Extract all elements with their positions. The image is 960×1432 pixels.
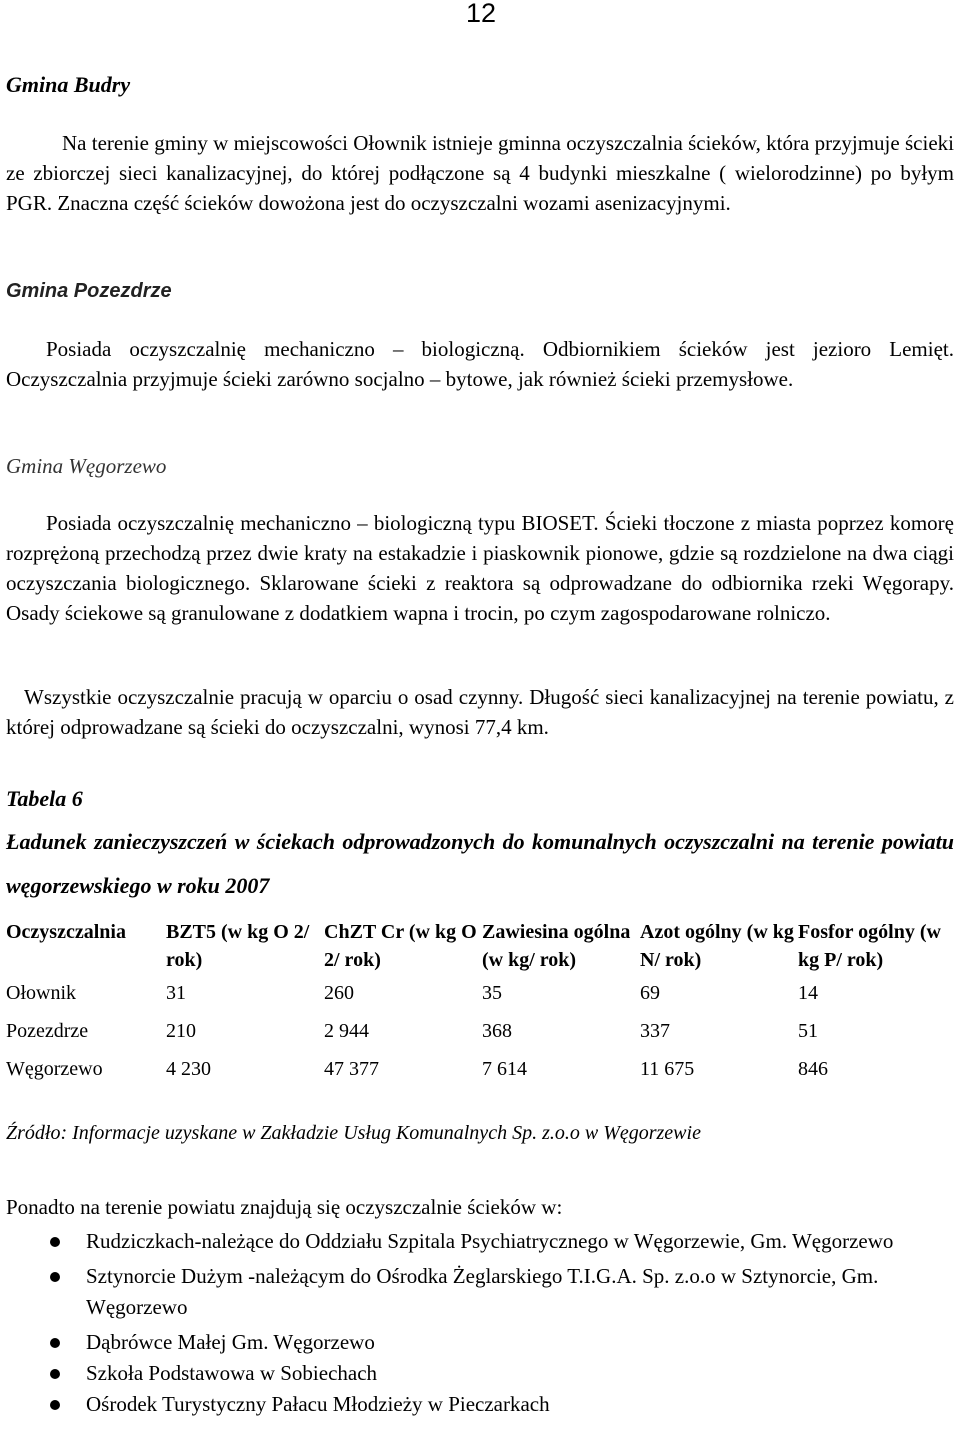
table-header-row [6, 918, 958, 974]
header-nitrogen: Azot ogólny (w kg N/ rok) [640, 921, 794, 971]
list-item [6, 1226, 954, 1257]
budry-paragraph: Na terenie gminy w miejscowości Ołownik istnieje gminna oczyszczalnia ścieków, która przyjmuje ścieki ze zbiorczej sieci kanalizacyjnej, do której podłączone są 4 budynki mieszkalne ( wielorodzinne) po byłym PGR. Znaczna część ścieków dowożona jest do oczyszczalni wozami asenizacyjnymi. [6, 131, 954, 215]
table-cell: 2 944 [324, 1020, 369, 1042]
list-item-text: Rudziczkach-należące do Oddziału Szpitala Psychiatrycznego w Węgorzewie, Gm. Węgorzewo [86, 1229, 894, 1253]
table-cell: 846 [798, 1058, 828, 1080]
list-item [6, 1327, 954, 1358]
pollution-table [6, 918, 958, 1088]
table-cell: 11 675 [640, 1058, 695, 1080]
table-cell: Węgorzewo [6, 1058, 103, 1080]
table-cell: 31 [166, 982, 186, 1004]
other-plants-intro: Ponadto na terenie powiatu znajdują się oczyszczalnie ścieków w: [6, 1195, 563, 1219]
list-item [6, 1389, 954, 1420]
table-row [6, 1012, 958, 1050]
table-cell: 368 [482, 1020, 512, 1042]
list-item [6, 1358, 954, 1389]
table-cell: Pozezdrze [6, 1020, 89, 1042]
wegorzewo-paragraph: Posiada oczyszczalnię mechaniczno – biologiczną typu BIOSET. Ścieki tłoczone z miasta poprzez komorę rozprężoną przechodzą przez dwie kraty na estakadzie i piaskownik pionowe, gdzie są rozdzielone na dwa ciągi oczyszczania biologicznego. Sklarowane ścieki z reaktora są odprowadzane do odbiornika rzeki Węgorapy. Osady ściekowe są granulowane z dodatkiem wapna i trocin, po czym zagospodarowane rolniczo. [6, 511, 954, 625]
bullet-icon [50, 1400, 60, 1410]
table-cell: 47 377 [324, 1058, 379, 1080]
list-item-text: Sztynorcie Dużym -należącym do Ośrodka Żeglarskiego T.I.G.A. Sp. z.o.o w Sztynorcie, Gm. Węgorzewo [86, 1264, 879, 1319]
list-item-text: Szkoła Podstawowa w Sobiechach [86, 1361, 378, 1385]
table-label: Tabela 6 [6, 786, 83, 811]
table-cell: 35 [482, 982, 502, 1004]
table-cell: 4 230 [166, 1058, 211, 1080]
table-cell: 260 [324, 982, 354, 1004]
table-cell: 210 [166, 1020, 196, 1042]
list-item-text: Dąbrówce Małej Gm. Węgorzewo [86, 1330, 375, 1354]
table-row [6, 974, 958, 1012]
table-title: Ładunek zanieczyszczeń w ściekach odprowadzonych do komunalnych oczyszczalni na terenie powiatu węgorzewskiego w roku 2007 [6, 829, 954, 898]
bullet-icon [50, 1369, 60, 1379]
page-number: 12 [465, 0, 496, 28]
header-phosphorus: Fosfor ogólny (w kg P/ rok) [798, 921, 941, 971]
budry-heading: Gmina Budry [6, 72, 131, 97]
table-cell: 51 [798, 1020, 818, 1042]
bullet-icon [50, 1272, 60, 1282]
header-chzt: ChZT Cr (w kg O 2/ rok) [324, 921, 477, 971]
table-cell: 7 614 [482, 1058, 527, 1080]
list-item-text: Ośrodek Turystyczny Pałacu Młodzieży w Pieczarkach [86, 1392, 550, 1416]
list-item [6, 1261, 954, 1323]
wegorzewo-heading: Gmina Węgorzewo [6, 454, 167, 478]
summary-paragraph: Wszystkie oczyszczalnie pracują w oparciu o osad czynny. Długość sieci kanalizacyjnej na terenie powiatu, z której odprowadzane są ścieki do oczyszczalni, wynosi 77,4 km. [6, 685, 954, 739]
table-cell: 69 [640, 982, 660, 1004]
table-cell: Ołownik [6, 982, 76, 1004]
header-suspended-solids: Zawiesina ogólna (w kg/ rok) [482, 921, 631, 971]
bullet-icon [50, 1237, 60, 1247]
table-cell: 14 [798, 982, 818, 1004]
header-plant: Oczyszczalnia [6, 921, 126, 943]
table-cell: 337 [640, 1020, 670, 1042]
pozezdrze-heading: Gmina Pozezdrze [6, 280, 172, 302]
header-bzt5: BZT5 (w kg O 2/ rok) [166, 921, 310, 971]
table-row [6, 1050, 958, 1088]
bullet-icon [50, 1338, 60, 1348]
other-plants-section [6, 1192, 954, 1420]
table-source: Źródło: Informacje uzyskane w Zakładzie Usług Komunalnych Sp. z.o.o w Węgorzewie [6, 1122, 701, 1144]
pozezdrze-paragraph: Posiada oczyszczalnię mechaniczno – biologiczną. Odbiornikiem ścieków jest jezioro Lemięt. Oczyszczalnia przyjmuje ścieki zarówno socjalno – bytowe, jak również ścieki przemysłowe. [6, 337, 954, 391]
other-plants-list [6, 1226, 954, 1420]
